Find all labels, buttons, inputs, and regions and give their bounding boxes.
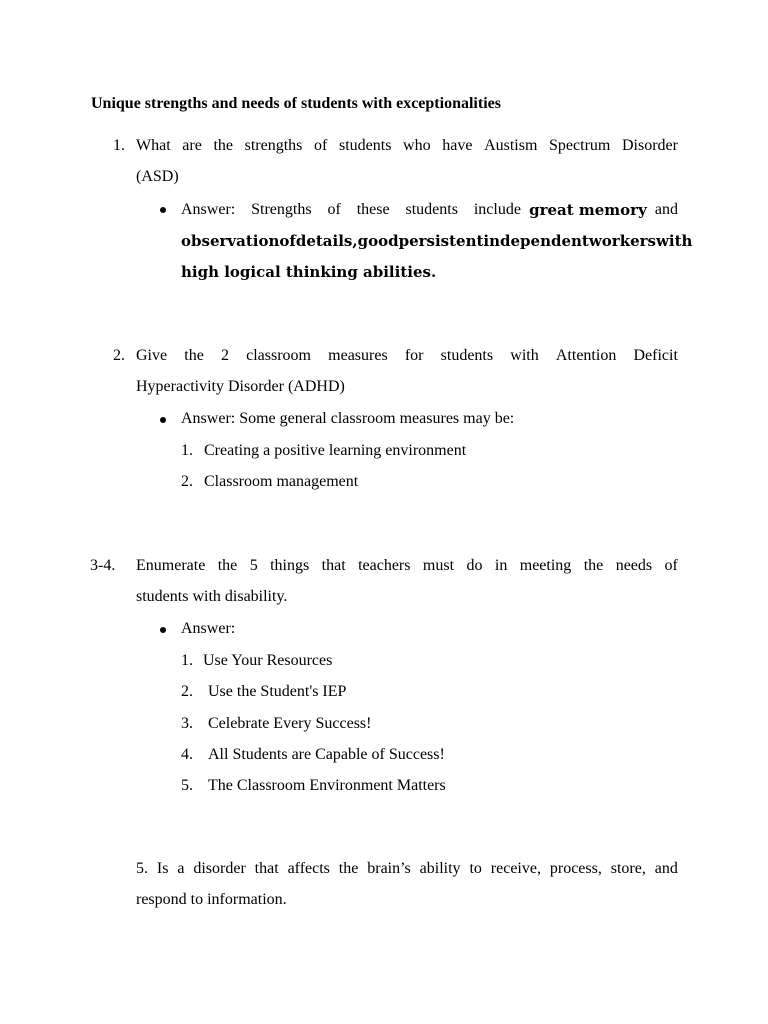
word: students	[338, 137, 392, 154]
word: the	[338, 860, 359, 877]
q1-number: 1.	[113, 137, 125, 154]
word: 5	[249, 557, 258, 574]
q2-item-1-text: Creating a positive learning environment	[204, 442, 467, 459]
q3-line1	[136, 556, 678, 576]
q3-item-3-number: 3.	[181, 715, 193, 732]
q1-line1	[136, 136, 678, 156]
word: to	[469, 860, 482, 877]
word: independent	[483, 232, 589, 250]
q3-item-1-number: 1.	[181, 652, 193, 669]
word: of	[314, 137, 328, 154]
word: workers	[588, 232, 656, 250]
word: that	[321, 557, 346, 574]
word: good	[357, 232, 399, 250]
word: Deficit	[633, 347, 678, 364]
word: Answer:	[181, 201, 236, 218]
word: What	[136, 137, 171, 154]
q1-answer-line1-end: and	[654, 201, 678, 218]
word: have	[442, 137, 473, 154]
word: Enumerate	[136, 557, 206, 574]
word: measures	[328, 347, 388, 364]
q2-line1	[136, 346, 678, 366]
word: the	[184, 347, 204, 364]
word: store,	[610, 860, 646, 877]
q3-item-2-text: Use the Student's IEP	[208, 683, 347, 700]
word: disorder	[193, 860, 246, 877]
word: observation	[181, 232, 280, 250]
word: in	[494, 557, 508, 574]
q1-answer-bold-memory: great memory	[529, 201, 647, 219]
word: brain’s	[367, 860, 411, 877]
word: Attention	[555, 347, 617, 364]
q1-answer-bullet	[160, 207, 166, 213]
word: meeting	[519, 557, 572, 574]
q3-item-5-text: The Classroom Environment Matters	[208, 777, 446, 794]
q3-item-2-number: 2.	[181, 683, 193, 700]
word: persistent	[398, 232, 484, 250]
word: 5.	[136, 860, 148, 877]
word: the	[213, 137, 233, 154]
q3-item-1-text: Use Your Resources	[203, 652, 333, 669]
word: these	[356, 201, 390, 218]
q2-item-1-number: 1.	[181, 442, 193, 459]
word: must	[422, 557, 455, 574]
q2-answer-bullet	[160, 417, 166, 423]
word: who	[403, 137, 431, 154]
word: strengths	[244, 137, 303, 154]
q1-answer-line3: high logical thinking abilities.	[181, 263, 437, 281]
q2-line2: Hyperactivity Disorder (ADHD)	[136, 378, 345, 395]
word: a	[177, 860, 185, 877]
q3-answer: Answer:	[181, 620, 236, 637]
word: receive,	[490, 860, 541, 877]
word: the	[583, 557, 604, 574]
word: include	[473, 201, 521, 218]
q3-item-4-text: All Students are Capable of Success!	[208, 746, 445, 763]
word: students	[440, 347, 494, 364]
word: and	[654, 860, 678, 877]
q1-answer-line1	[181, 200, 678, 220]
q2-number: 2.	[113, 347, 125, 364]
word: with	[510, 347, 539, 364]
word: Disorder	[621, 137, 678, 154]
word: for	[404, 347, 424, 364]
word: teachers	[358, 557, 411, 574]
word: process,	[549, 860, 602, 877]
word: the	[217, 557, 238, 574]
word: students	[405, 201, 458, 218]
word: Austism	[484, 137, 538, 154]
word: that	[254, 860, 279, 877]
word: of	[279, 232, 296, 250]
word: needs	[615, 557, 653, 574]
q3-item-4-number: 4.	[181, 746, 193, 763]
q3-answer-bullet	[160, 627, 166, 633]
word: are	[182, 137, 202, 154]
word: do	[466, 557, 483, 574]
word: ability	[419, 860, 461, 877]
q3-item-3-text: Celebrate Every Success!	[208, 715, 372, 732]
q1-answer-line1-words	[181, 200, 521, 220]
word: details,	[295, 232, 358, 250]
word: Strengths	[251, 201, 312, 218]
word: things	[270, 557, 310, 574]
word: of	[327, 201, 341, 218]
word: affects	[287, 860, 330, 877]
q5-line1	[136, 859, 678, 879]
q2-answer: Answer: Some general classroom measures may be:	[181, 410, 515, 427]
q3-item-5-number: 5.	[181, 777, 193, 794]
q3-line2: students with disability.	[136, 588, 288, 605]
word: Spectrum	[549, 137, 611, 154]
q2-item-2-number: 2.	[181, 473, 193, 490]
q1-answer-line2	[181, 231, 693, 251]
q5-line2: respond to information.	[136, 891, 287, 908]
q3-number: 3-4.	[90, 557, 116, 574]
word: Is	[156, 860, 169, 877]
word: Give	[136, 347, 168, 364]
word: 2	[220, 347, 229, 364]
q1-line2: (ASD)	[136, 168, 179, 185]
document-title: Unique strengths and needs of students with exceptionalities	[91, 95, 501, 112]
q2-item-2-text: Classroom management	[204, 473, 359, 490]
word: with	[655, 232, 693, 250]
word: classroom	[246, 347, 311, 364]
word: of	[664, 557, 678, 574]
